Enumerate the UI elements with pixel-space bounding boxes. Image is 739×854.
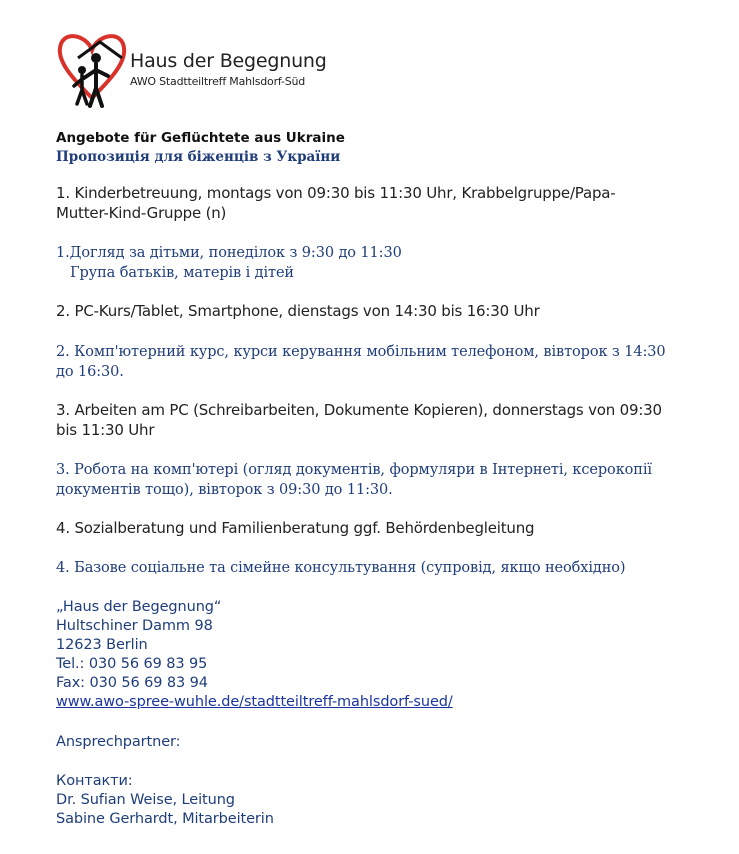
contact-person-1: Dr. Sufian Weise, Leitung xyxy=(56,792,235,808)
heading-de: Angebote für Geflüchtete aus Ukraine xyxy=(56,130,345,146)
offer-3-uk-line1: 3. Робота на комп'ютері (огляд документів, формуляри в Інтернеті, ксерокопії xyxy=(56,462,652,478)
offer-1-de-line1: 1. Kinderbetreuung, montags von 09:30 bis 11:30 Uhr, Krabbelgruppe/Papa- xyxy=(56,184,616,202)
address-city: 12623 Berlin xyxy=(56,637,148,653)
heading-uk: Пропозиція для біженців з України xyxy=(56,149,341,165)
offer-2-uk-line2: до 16:30. xyxy=(56,364,124,380)
offer-3-de-line2: bis 11:30 Uhr xyxy=(56,421,155,439)
family-heart-icon xyxy=(56,28,128,110)
offer-3-de-line1: 3. Arbeiten am PC (Schreibarbeiten, Dokumente Kopieren), donnerstags von 09:30 xyxy=(56,401,662,419)
offer-1-de-line2: Mutter-Kind-Gruppe (n) xyxy=(56,204,227,222)
logo-title: Haus der Begegnung xyxy=(130,50,327,72)
contact-person-2: Sabine Gerhardt, Mitarbeiterin xyxy=(56,811,274,827)
address-fax: Fax: 030 56 69 83 94 xyxy=(56,675,208,691)
offer-2-uk-line1: 2. Комп'ютерний курс, курси керування мобільним телефоном, вівторок з 14:30 xyxy=(56,344,666,360)
logo xyxy=(56,28,327,110)
offer-3-uk-line2: документів тощо), вівторок з 09:30 до 11:30. xyxy=(56,482,393,498)
offer-1-uk-line1: 1.Догляд за дітьми, понеділок з 9:30 до 11:30 xyxy=(56,245,402,261)
address-name: „Haus der Begegnung“ xyxy=(56,599,222,615)
contacts-label-de: Ansprechpartner: xyxy=(56,734,181,750)
offer-4-de-line1: 4. Sozialberatung und Familienberatung ggf. Behördenbegleitung xyxy=(56,519,535,537)
website-link[interactable]: www.awo-spree-wuhle.de/stadtteiltreff-mahlsdorf-sued/ xyxy=(56,694,453,710)
offer-1-uk-line2: Група батьків, матерів і дітей xyxy=(70,265,295,281)
offer-2-de-line1: 2. PC-Kurs/Tablet, Smartphone, dienstags von 14:30 bis 16:30 Uhr xyxy=(56,302,540,320)
logo-subtitle: AWO Stadtteiltreff Mahlsdorf-Süd xyxy=(130,75,306,88)
address-street: Hultschiner Damm 98 xyxy=(56,618,213,634)
address-tel: Tel.: 030 56 69 83 95 xyxy=(56,656,208,672)
contacts-label-uk: Контакти: xyxy=(56,773,133,789)
offer-4-uk-line1: 4. Базове соціальне та сімейне консультування (супровід, якщо необхідно) xyxy=(56,560,626,576)
